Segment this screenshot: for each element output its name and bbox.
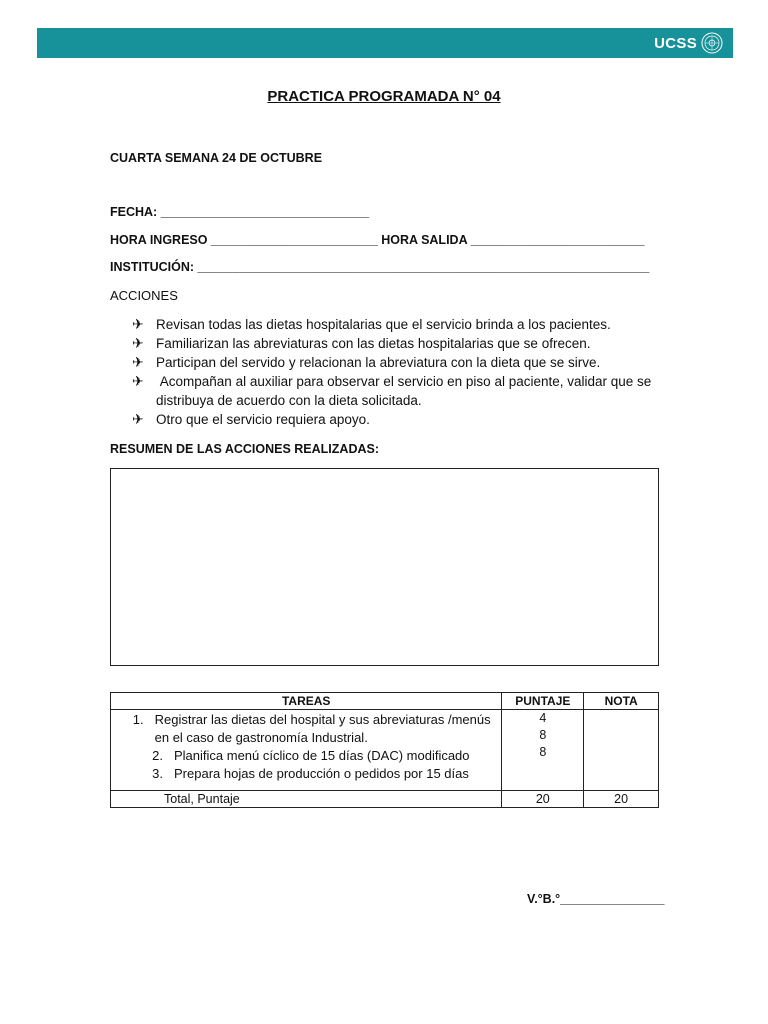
score-value: 8 xyxy=(539,745,547,759)
acciones-list xyxy=(132,315,662,429)
logo-text: UCSS xyxy=(654,34,697,52)
vb-signature-line: V.°B.°_______________ xyxy=(527,892,665,906)
list-item: ✈ Revisan todas las dietas hospitalarias que el servicio brinda a los pacientes. xyxy=(132,316,611,332)
score-value: 8 xyxy=(539,728,547,742)
acciones-heading: ACCIONES xyxy=(110,288,178,303)
table-row xyxy=(111,710,659,791)
table-header-row xyxy=(111,693,659,710)
hora-field: HORA INGRESO ________________________ HORA SALIDA _________________________ xyxy=(110,233,645,247)
ucss-logo xyxy=(654,32,723,54)
seal-icon xyxy=(701,32,723,54)
airplane-icon: ✈ xyxy=(132,335,144,351)
list-item: 2. Planifica menú cíclico de 15 días (DAC) modificado xyxy=(152,748,470,763)
page-title: PRACTICA PROGRAMADA N° 04 xyxy=(267,88,501,105)
airplane-icon: ✈ xyxy=(132,411,144,427)
header-puntaje: PUNTAJE xyxy=(502,693,584,710)
fecha-field: FECHA: ______________________________ xyxy=(110,205,370,219)
list-item: 1. Registrar las dietas del hospital y sus abreviaturas /menús en el caso de gastronomía Industrial. xyxy=(132,712,491,745)
total-puntaje: 20 xyxy=(502,791,584,808)
airplane-icon: ✈ xyxy=(132,373,144,389)
list-item: ✈ Acompañan al auxiliar para observar el servicio en piso al paciente, validar que se distribuya de acuerdo con la dieta solicitada. xyxy=(132,373,656,408)
airplane-icon: ✈ xyxy=(132,354,144,370)
task-list xyxy=(111,710,501,783)
week-line: CUARTA SEMANA 24 DE OCTUBRE xyxy=(110,151,323,165)
header-nota: NOTA xyxy=(584,693,659,710)
resumen-box[interactable] xyxy=(110,468,659,666)
nota-cell[interactable] xyxy=(584,710,659,791)
list-item: ✈ Participan del servido y relacionan la abreviatura con la dieta que se sirve. xyxy=(132,354,601,370)
score-value: 4 xyxy=(539,711,547,725)
total-row xyxy=(111,791,659,808)
list-item: 3. Prepara hojas de producción o pedidos por 15 días xyxy=(152,766,469,781)
scores-cell xyxy=(502,710,584,791)
total-label: Total, Puntaje xyxy=(111,791,502,808)
total-nota: 20 xyxy=(584,791,659,808)
list-item: ✈ Familiarizan las abreviaturas con las dietas hospitalarias que se ofrecen. xyxy=(132,335,591,351)
airplane-icon: ✈ xyxy=(132,316,144,332)
tareas-table xyxy=(110,692,659,808)
header-tareas: TAREAS xyxy=(111,693,502,710)
institucion-field: INSTITUCIÓN: _________________________________________________________________ xyxy=(110,260,650,274)
tasks-cell xyxy=(111,710,502,791)
resumen-heading: RESUMEN DE LAS ACCIONES REALIZADAS: xyxy=(110,442,379,456)
header-bar xyxy=(37,28,733,58)
list-item: ✈ Otro que el servicio requiera apoyo. xyxy=(132,411,370,427)
